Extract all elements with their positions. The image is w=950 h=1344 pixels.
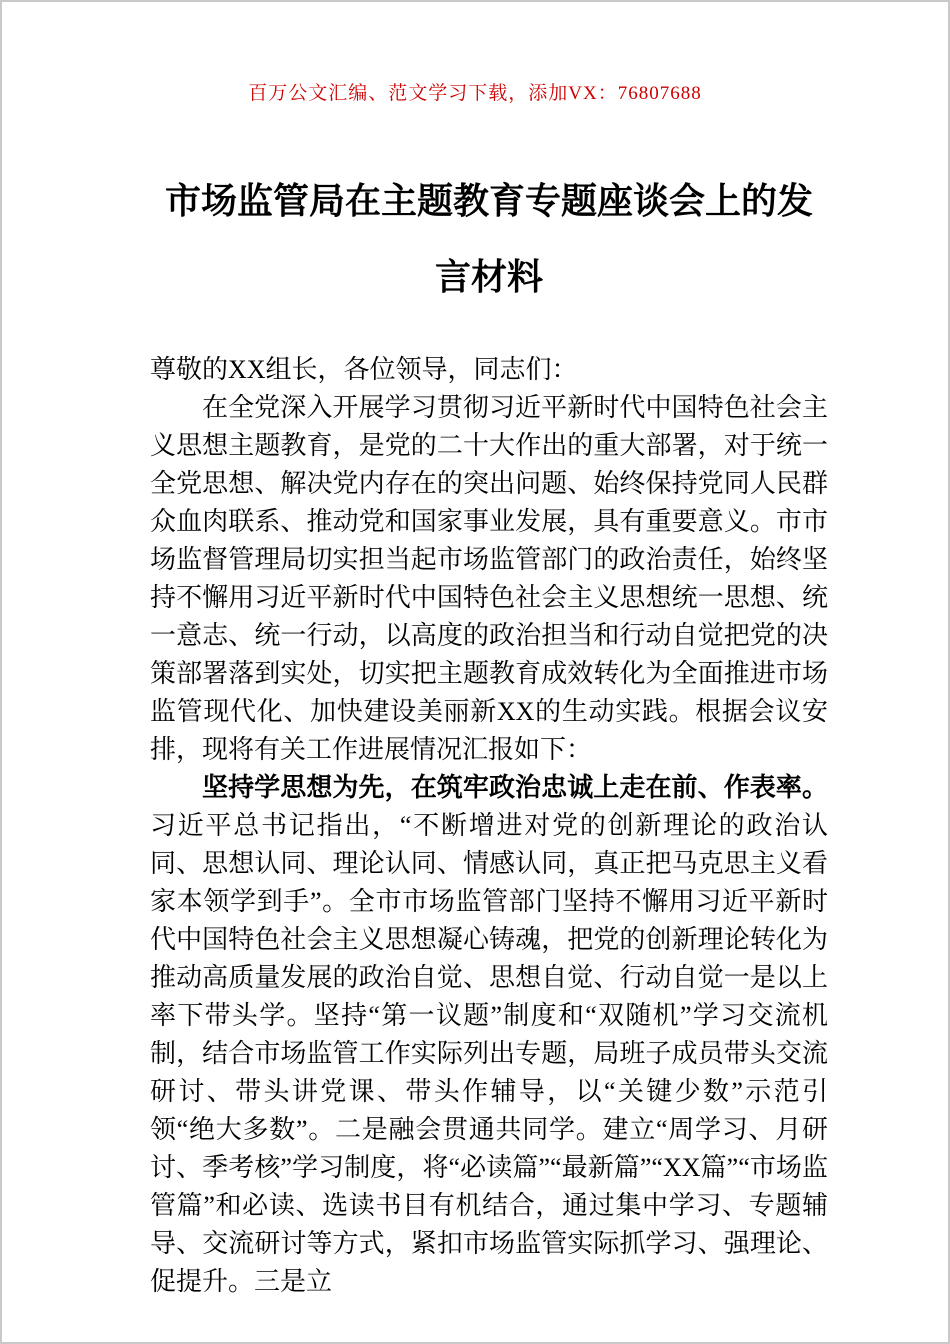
paragraph-2-rest: 习近平总书记指出，“不断增进对党的创新理论的政治认同、思想认同、理论认同、情感认同，真正把马克思主义看家本领学到手”。全市市场监管部门坚持不懈用习近平新时代中国特色社会主义思想凝心铸魂，把党的创新理论转化为推动高质量发展的政治自觉、思想自觉、行动自觉一是以上率下带头学。坚持“第一议题”制度和“双随机”学习交流机制，结合市场监管工作实际列出专题，局班子成员带头交流研讨、带头讲党课、带头作辅导，以“关键少数”示范引领“绝大多数”。二是融会贯通共同学。建立“周学习、月研讨、季考核”学习制度，将“必读篇”“最新篇”“XX篇”“市场监管篇”和必读、选读书目有机结合，通过集中学习、专题辅导、交流研讨等方式，紧扣市场监管实际抓学习、强理论、促提升。三是立: [150, 811, 828, 1296]
document-body: [150, 351, 828, 1301]
paragraph-1: 在全党深入开展学习贯彻习近平新时代中国特色社会主义思想主题教育，是党的二十大作出的重大部署，对于统一全党思想、解决党内存在的突出问题、始终保持党同人民群众血肉联系、推动党和国家事业发展，具有重要意义。市市场监督管理局切实担当起市场监管部门的政治责任，始终坚持不懈用习近平新时代中国特色社会主义思想统一思想、统一意志、统一行动，以高度的政治担当和行动自觉把党的决策部署落到实处，切实把主题教育成效转化为全面推进市场监管现代化、加快建设美丽新XX的生动实践。根据会议安排，现将有关工作进展情况汇报如下：: [150, 393, 828, 764]
document-title: 市场监管局在主题教育专题座谈会上的发言材料: [164, 180, 813, 297]
promo-notice: 百万公文汇编、范文学习下载，添加VX：76807688: [248, 83, 702, 104]
salutation: 尊敬的XX组长，各位领导，同志们：: [150, 355, 578, 384]
paragraph-2: [150, 769, 828, 1301]
paragraph-2-bold-lead: 坚持学思想为先，在筑牢政治忠诚上走在前、作表率。: [202, 773, 828, 802]
